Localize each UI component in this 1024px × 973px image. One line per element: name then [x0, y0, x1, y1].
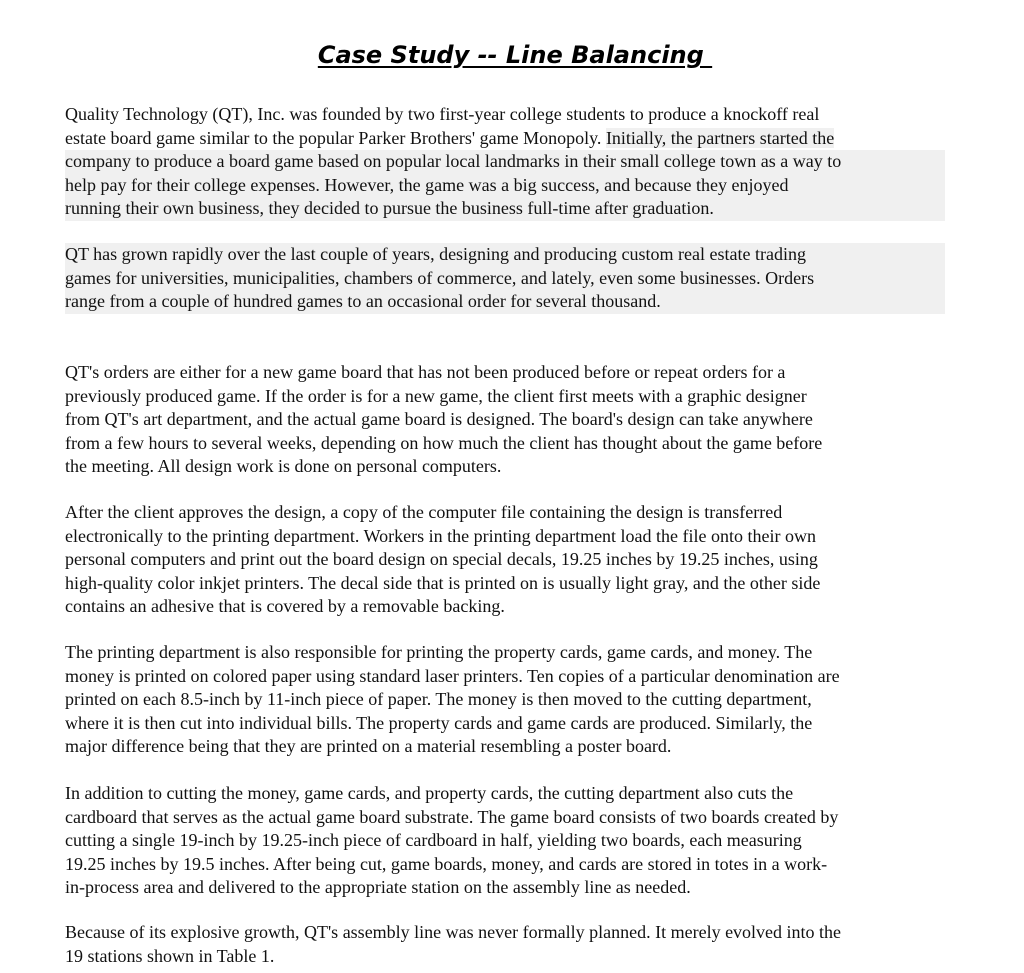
text-line: where it is then cut into individual bills. The property cards and game cards are produced. Similarly, the: [65, 712, 813, 733]
text-line: After the client approves the design, a copy of the computer file containing the design is transferred: [65, 502, 783, 522]
text-line: personal computers and print out the board design on special decals, 19.25 inches by 19.25 inches, using: [65, 549, 818, 569]
paragraph-company-origin: [65, 103, 945, 221]
text-line: major difference being that they are printed on a material resembling a poster board.: [65, 736, 672, 756]
text-line: QT has grown rapidly over the last couple of years, designing and producing custom real estate trading: [65, 243, 945, 267]
text-line: In addition to cutting the money, game cards, and property cards, the cutting department also cuts the: [65, 783, 794, 803]
text-line: The printing department is also responsible for printing the property cards, game cards, and money. The: [65, 642, 813, 662]
text-line: in-process area and delivered to the appropriate station on the assembly line as needed.: [65, 877, 691, 897]
text-line: Quality Technology (QT), Inc. was founded by two first-year college students to produce a knockoff real: [65, 104, 820, 124]
text-line: QT's orders are either for a new game board that has not been produced before or repeat orders for a: [65, 362, 786, 382]
text-line: contains an adhesive that is covered by a removable backing.: [65, 596, 505, 616]
text-segment: estate board game similar to the popular Parker Brothers' game Monopoly.: [65, 127, 606, 148]
text-line: printed on each 8.5-inch by 11-inch piece of paper. The money is then moved to the cutting department,: [65, 689, 812, 709]
paragraph-orders: [65, 361, 945, 479]
text-line: help pay for their college expenses. However, the game was a big success, and because they enjoyed: [65, 174, 945, 198]
text-line: high-quality color inkjet printers. The decal side that is printed on is usually light gray, and the other side: [65, 572, 821, 593]
text-line: cardboard that serves as the actual game board substrate. The game board consists of two boards created by: [65, 806, 839, 827]
paragraph-cutting: [65, 782, 945, 900]
document-title: Case Study -- Line Balancing: [317, 41, 713, 69]
paragraph-printing: [65, 501, 945, 619]
text-line: money is printed on colored paper using standard laser printers. Ten copies of a particular denomination are: [65, 665, 840, 686]
text-line: electronically to the printing department. Workers in the printing department load the file onto their own: [65, 525, 817, 546]
paragraph-growth: [65, 243, 945, 314]
paragraph-cards-money: [65, 641, 945, 759]
paragraph-assembly-line: [65, 921, 945, 968]
text-line: range from a couple of hundred games to an occasional order for several thousand.: [65, 290, 945, 314]
text-line: 19 stations shown in Table 1.: [65, 945, 275, 966]
text-line: [65, 127, 945, 151]
text-line: from QT's art department, and the actual game board is designed. The board's design can take anywhere: [65, 409, 813, 429]
text-line: running their own business, they decided to pursue the business full-time after graduation.: [65, 197, 945, 221]
text-line: games for universities, municipalities, chambers of commerce, and lately, even some businesses. Orders: [65, 267, 945, 291]
text-line: cutting a single 19-inch by 19.25-inch piece of cardboard in half, yielding two boards, each measuring: [65, 830, 802, 850]
text-line: 19.25 inches by 19.5 inches. After being cut, game boards, money, and cards are stored in totes in a work-: [65, 853, 828, 874]
text-line: Because of its explosive growth, QT's assembly line was never formally planned. It merely evolved into the: [65, 922, 842, 942]
text-line: previously produced game. If the order is for a new game, the client first meets with a graphic designer: [65, 385, 807, 406]
text-segment-highlighted: Initially, the partners started the: [605, 127, 835, 148]
text-line-part: [65, 128, 834, 148]
text-line: the meeting. All design work is done on personal computers.: [65, 456, 502, 476]
text-line: from a few hours to several weeks, depending on how much the client has thought about the game before: [65, 432, 823, 453]
text-line: company to produce a board game based on popular local landmarks in their small college town as a way to: [65, 150, 945, 174]
